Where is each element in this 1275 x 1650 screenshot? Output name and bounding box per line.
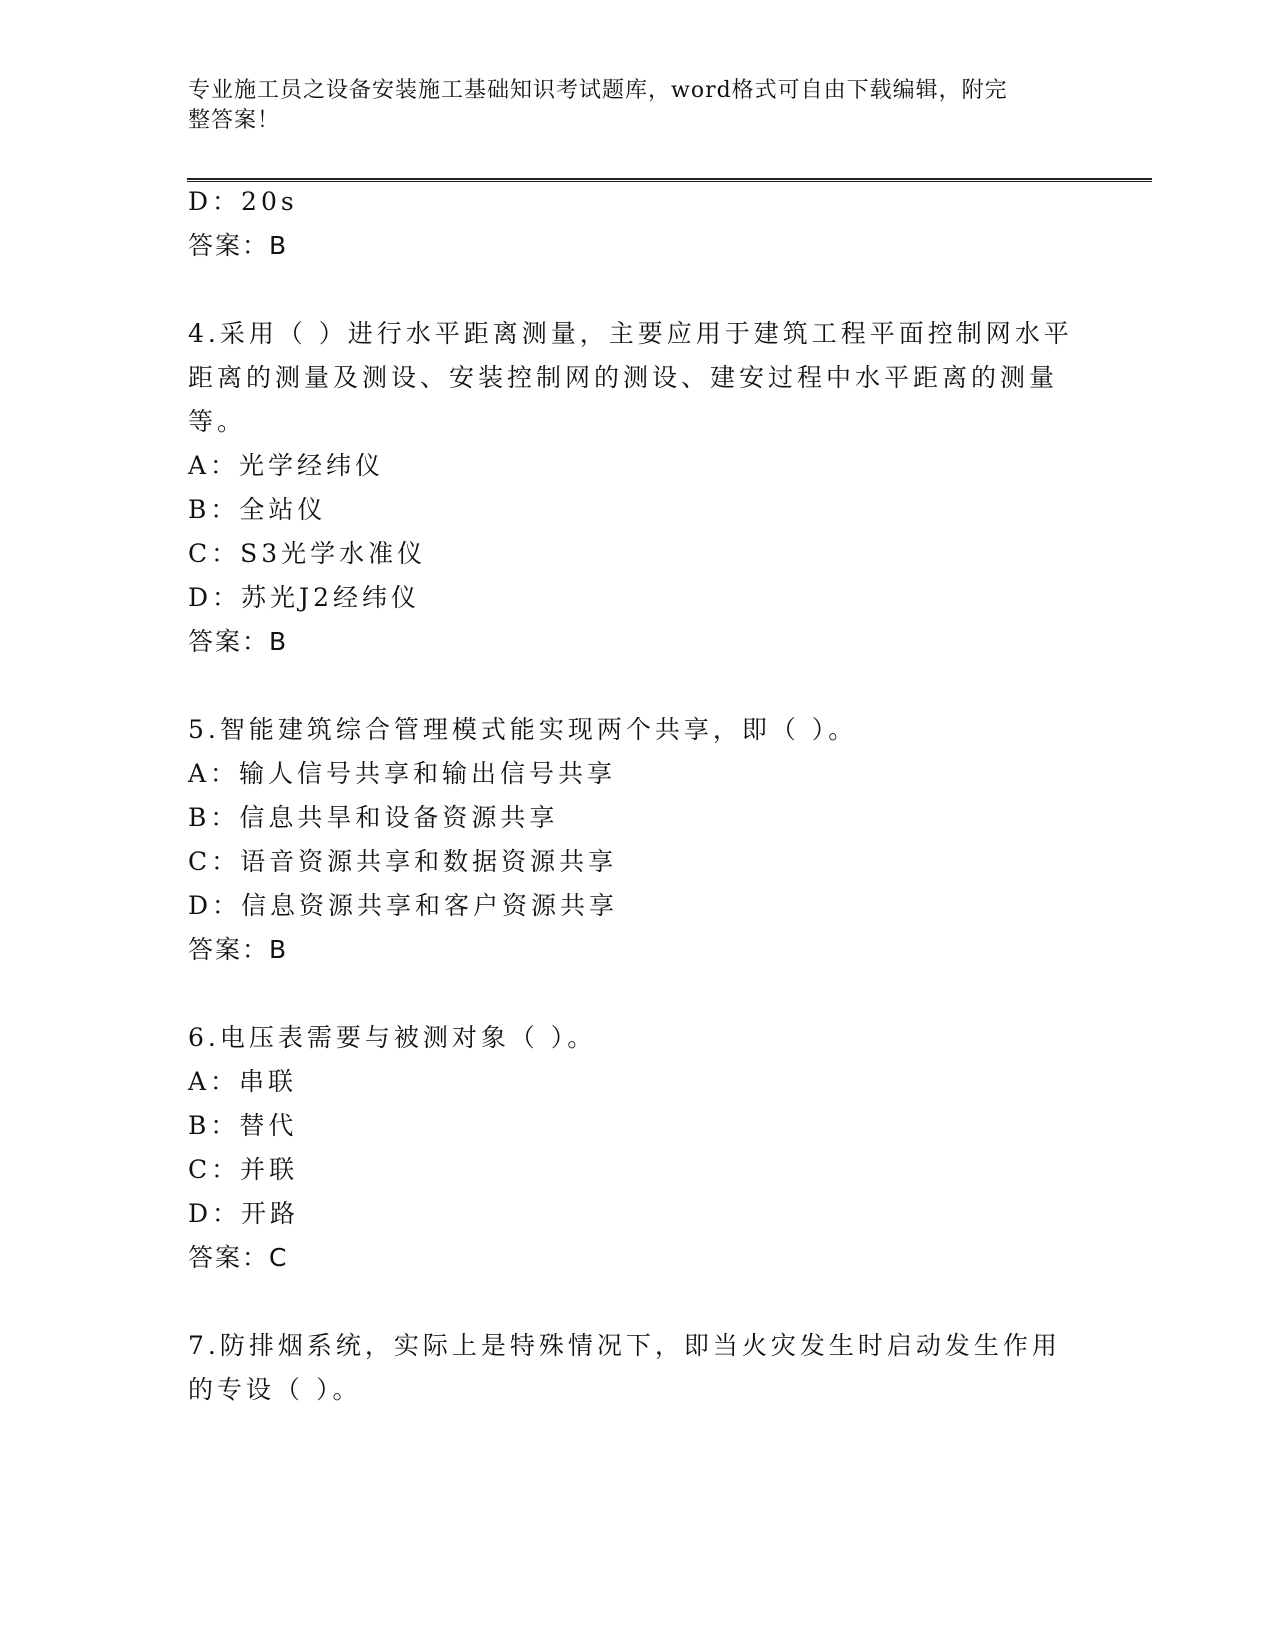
header-line-1: 专业施工员之设备安装施工基础知识考试题库，word格式可自由下载编辑，附完 — [188, 78, 1008, 103]
q5-option-c: C：语音资源共享和数据资源共享 — [188, 847, 618, 876]
page-header — [188, 76, 1088, 136]
q4-option-d: D：苏光J2经纬仪 — [188, 583, 420, 612]
q5-option-d: D：信息资源共享和客户资源共享 — [188, 891, 619, 920]
q4-stem-line-3: 等。 — [188, 407, 247, 436]
q4-option-b: B：全站仪 — [188, 495, 327, 524]
q4-answer: 答案：B — [188, 627, 289, 656]
q4-option-a: A：光学经纬仪 — [188, 451, 385, 480]
q5-answer: 答案：B — [188, 935, 289, 964]
q4-option-c: C：S3光学水准仪 — [188, 539, 427, 568]
q6-stem: 6.电压表需要与被测对象（ ）。 — [188, 1023, 597, 1052]
q6-option-b: B：替代 — [188, 1111, 298, 1140]
q6-option-d: D：开路 — [188, 1199, 300, 1228]
q4-stem-line-1: 4.采用（ ）进行水平距离测量，主要应用于建筑工程平面控制网水平 — [188, 319, 1073, 348]
q5-option-b: B：信息共旱和设备资源共享 — [188, 803, 559, 832]
q6-option-c: C：并联 — [188, 1155, 299, 1184]
header-divider — [187, 178, 1152, 182]
q6-option-a: A：串联 — [188, 1067, 298, 1096]
q3-option-d: D：20s — [188, 187, 298, 216]
q6-answer: 答案：C — [188, 1243, 289, 1272]
q7-stem-line-1: 7.防排烟系统，实际上是特殊情况下，即当火灾发生时启动发生作用 — [188, 1331, 1061, 1360]
q7-stem-line-2: 的专设（ ）。 — [188, 1375, 362, 1404]
q5-stem: 5.智能建筑综合管理模式能实现两个共享，即（ ）。 — [188, 715, 858, 744]
header-line-2: 整答案！ — [188, 108, 281, 133]
q4-stem-line-2: 距离的测量及测设、安装控制网的测设、建安过程中水平距离的测量 — [188, 363, 1059, 392]
q3-answer: 答案：B — [188, 231, 289, 260]
q5-option-a: A：输人信号共享和输出信号共享 — [188, 759, 617, 788]
